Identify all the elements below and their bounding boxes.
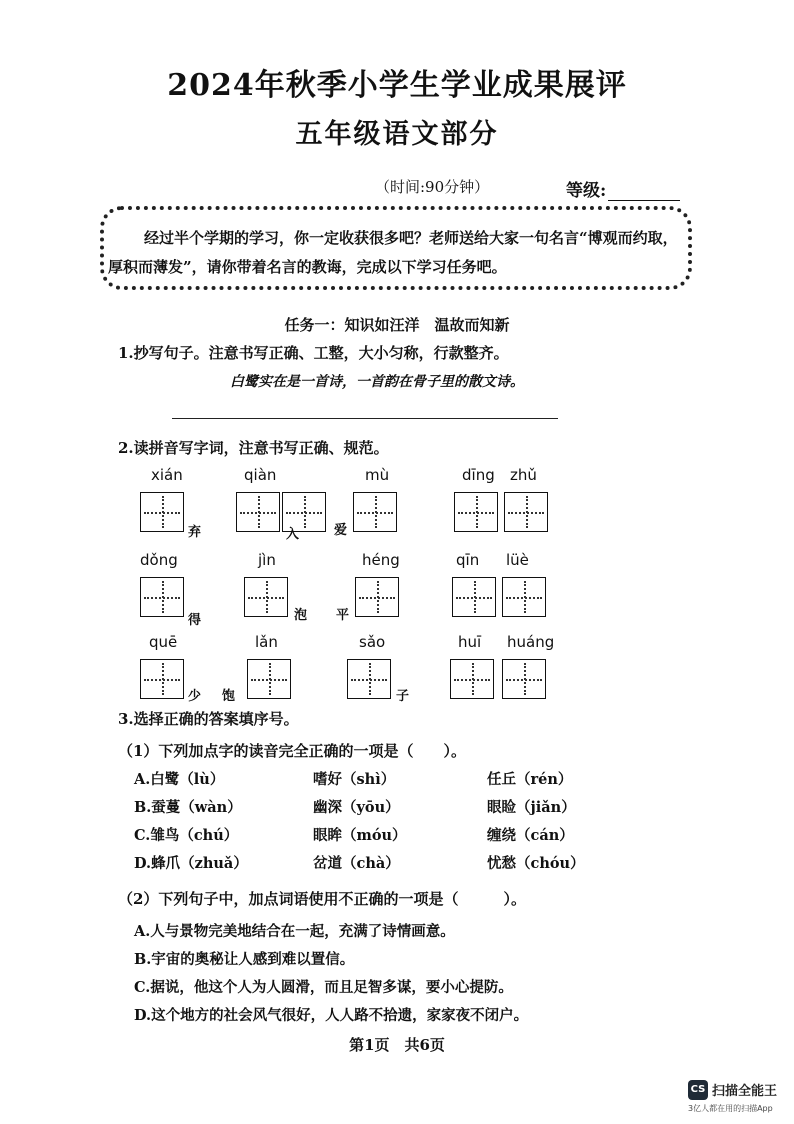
char-box[interactable] bbox=[247, 659, 291, 699]
sentence-b: B.宇宙的奥秘让人感到难以置信。 bbox=[134, 951, 355, 968]
given-char: 爱 bbox=[334, 523, 348, 538]
exam-subtitle: 五年级语文部分 bbox=[295, 119, 499, 150]
char-box[interactable] bbox=[140, 577, 184, 617]
option-d-2: 岔道（chà） bbox=[313, 855, 400, 872]
scanner-logo-icon: CS bbox=[688, 1080, 708, 1100]
char-box[interactable] bbox=[347, 659, 391, 699]
char-box[interactable] bbox=[450, 659, 494, 699]
pinyin-label: jìn bbox=[258, 551, 276, 569]
char-box[interactable] bbox=[236, 492, 280, 532]
given-char: 平 bbox=[336, 608, 350, 623]
pinyin-label: dīng bbox=[462, 466, 495, 484]
grade-label: 等级: bbox=[566, 181, 607, 201]
pinyin-label: huáng bbox=[507, 633, 555, 651]
sentence-a: A.人与景物完美地结合在一起，充满了诗情画意。 bbox=[134, 923, 455, 940]
pinyin-label: lǎn bbox=[255, 633, 278, 651]
q1-writing-line bbox=[172, 418, 558, 419]
exam-time: （时间:90分钟） bbox=[375, 178, 490, 196]
given-char: 饱 bbox=[222, 689, 236, 704]
given-char: 入 bbox=[286, 527, 300, 542]
scanner-app-name: 扫描全能王 bbox=[712, 1084, 778, 1099]
option-a-2: 嗜好（shì） bbox=[313, 771, 396, 788]
option-d-1: D.蜂爪（zhuǎ） bbox=[134, 855, 248, 872]
pinyin-label: héng bbox=[362, 551, 400, 569]
sentence-d: D.这个地方的社会风气很好，人人路不拾遗，家家夜不闭户。 bbox=[134, 1007, 529, 1024]
pinyin-label: quē bbox=[149, 633, 178, 651]
pinyin-label: zhǔ bbox=[510, 466, 537, 484]
char-box[interactable] bbox=[140, 659, 184, 699]
char-box[interactable] bbox=[454, 492, 498, 532]
q3-prompt: 3.选择正确的答案填序号。 bbox=[118, 710, 299, 728]
given-char: 少 bbox=[188, 689, 202, 704]
option-c-1: C.雏鸟（chú） bbox=[134, 827, 239, 844]
q3-2-prompt: （2）下列句子中，加点词语使用不正确的一项是（ ）。 bbox=[118, 890, 526, 908]
sentence-c: C.据说，他这个人为人圆滑，而且足智多谋，要小心提防。 bbox=[134, 979, 513, 996]
intro-text: 经过半个学期的学习，你一定收获很多吧？老师送给大家一句名言“博观而约取，厚积而薄发”，请你带着名言的教诲，完成以下学习任务吧。 bbox=[108, 229, 678, 276]
scanner-app-tagline: 3亿人都在用的扫描App bbox=[688, 1104, 773, 1113]
pinyin-label: huī bbox=[458, 633, 482, 651]
char-box[interactable] bbox=[353, 492, 397, 532]
option-b-3: 眼睑（jiǎn） bbox=[487, 799, 576, 816]
given-char: 子 bbox=[396, 689, 410, 704]
option-a-1: A.白鹭（lù） bbox=[134, 771, 225, 788]
option-b-2: 幽深（yōu） bbox=[313, 799, 400, 816]
grade-field bbox=[566, 176, 680, 201]
pinyin-label: qiàn bbox=[244, 466, 277, 484]
pinyin-label: lüè bbox=[506, 551, 529, 569]
given-char: 泡 bbox=[294, 608, 308, 623]
pinyin-label: sǎo bbox=[359, 633, 386, 651]
char-box[interactable] bbox=[502, 659, 546, 699]
page-number: 第1页 共6页 bbox=[349, 1036, 445, 1054]
option-d-3: 忧愁（chóu） bbox=[487, 855, 585, 872]
char-box[interactable] bbox=[452, 577, 496, 617]
option-a-3: 任丘（rén） bbox=[487, 771, 573, 788]
char-box[interactable] bbox=[502, 577, 546, 617]
option-b-1: B.蚕蔓（wàn） bbox=[134, 799, 242, 816]
char-box[interactable] bbox=[140, 492, 184, 532]
pinyin-label: dǒng bbox=[140, 551, 178, 569]
q3-1-prompt: （1）下列加点字的读音完全正确的一项是（ ）。 bbox=[118, 742, 466, 760]
option-c-2: 眼眸（móu） bbox=[313, 827, 407, 844]
char-box[interactable] bbox=[355, 577, 399, 617]
exam-title: 2024年秋季小学生学业成果展评 bbox=[167, 68, 627, 103]
task1-heading: 任务一：知识如汪洋 温故而知新 bbox=[284, 316, 510, 334]
q2-prompt: 2.读拼音写字词，注意书写正确、规范。 bbox=[118, 439, 389, 457]
pinyin-label: xián bbox=[151, 466, 183, 484]
char-box[interactable] bbox=[244, 577, 288, 617]
grade-blank bbox=[608, 184, 680, 201]
pinyin-label: mù bbox=[365, 466, 390, 484]
given-char: 得 bbox=[188, 613, 202, 628]
given-char: 弃 bbox=[188, 525, 202, 540]
q1-sentence: 白鹭实在是一首诗，一首韵在骨子里的散文诗。 bbox=[230, 374, 524, 390]
pinyin-label: qīn bbox=[456, 551, 480, 569]
option-c-3: 缠绕（cán） bbox=[487, 827, 574, 844]
q1-prompt: 1.抄写句子。注意书写正确、工整，大小匀称，行款整齐。 bbox=[118, 344, 509, 362]
char-box[interactable] bbox=[504, 492, 548, 532]
